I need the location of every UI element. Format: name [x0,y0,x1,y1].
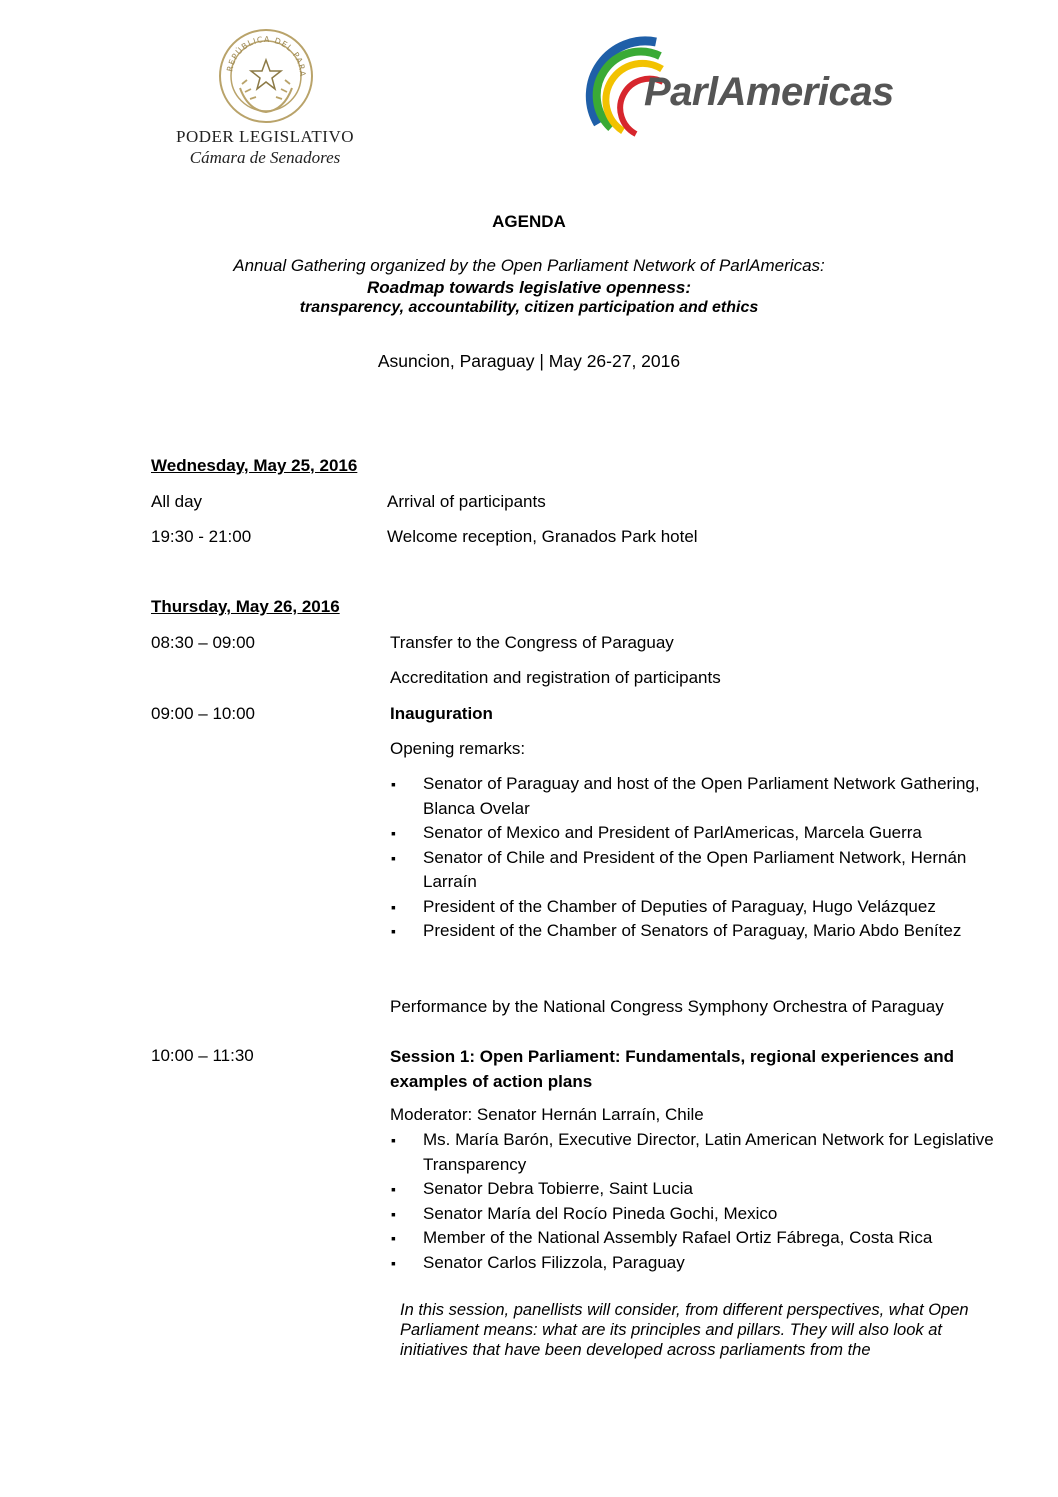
inauguration-title: Inauguration [390,704,493,723]
senate-line1: PODER LEGISLATIVO [175,127,355,146]
session1-panelists-list [390,1128,1010,1275]
thu-time-inauguration: 09:00 – 10:00 [151,704,255,723]
performance-note: Performance by the National Congress Symphony Orchestra of Paraguay [390,997,944,1016]
list-item: ▪ Senator of Mexico and President of ParlAmericas, Marcela Guerra [390,821,1010,846]
seal-ring-text: REPÚBLICA DEL PARA [225,34,308,78]
thu-activity-registration: Accreditation and registration of participants [390,668,721,687]
agenda-title: AGENDA [492,212,566,231]
session1-title: Session 1: Open Parliament: Fundamentals, regional experiences and examples of action plans [390,1047,955,1091]
senate-line2: Cámara de Senadores [189,148,341,167]
thu-time-transfer: 08:30 – 09:00 [151,633,255,652]
wed-activity-1: Arrival of participants [387,492,546,511]
list-item: ▪ Senator of Paraguay and host of the Open Parliament Network Gathering, Blanca Ovelar [390,772,1010,821]
wed-activity-2: Welcome reception, Granados Park hotel [387,527,698,546]
list-item: ▪ Senator María del Rocío Pineda Gochi, Mexico [390,1202,1010,1227]
senate-seal-logo [218,28,314,124]
thu-activity-transfer: Transfer to the Congress of Paraguay [390,633,674,652]
list-item: ▪ Senator Carlos Filizzola, Paraguay [390,1251,1010,1276]
event-theme-line1: Roadmap towards legislative openness: [366,278,692,297]
opening-remarks-label: Opening remarks: [390,739,526,758]
list-item: ▪ Member of the National Assembly Rafael Ortiz Fábrega, Costa Rica [390,1226,1010,1251]
parlamericas-logo [578,36,948,146]
wed-time-1: All day [151,492,203,511]
event-theme-line2: transparency, accountability, citizen participation and ethics [299,299,759,316]
wed-time-2: 19:30 - 21:00 [151,527,252,546]
opening-speakers-list [390,772,1010,944]
wednesday-heading: Wednesday, May 25, 2016 [151,456,358,475]
session1-description: In this session, panellists will consider, from different perspectives, what Open Parliament means: what are its principles and pillars. They will also look at initiatives that have been developed across parliaments from the [400,1301,969,1359]
list-item: ▪ President of the Chamber of Deputies of Paraguay, Hugo Velázquez [390,895,1010,920]
thu-time-session1: 10:00 – 11:30 [151,1046,254,1065]
list-item: ▪ President of the Chamber of Senators of Paraguay, Mario Abdo Benítez [390,919,1010,944]
event-subtitle: Annual Gathering organized by the Open Parliament Network of ParlAmericas: [233,256,825,275]
list-item: ▪ Senator of Chile and President of the Open Parliament Network, Hernán Larraín [390,846,1010,895]
senate-name [170,127,360,168]
event-location: Asuncion, Paraguay | May 26-27, 2016 [377,351,681,371]
parlamericas-wordmark: ParlAmericas [644,70,894,114]
session1-moderator: Moderator: Senator Hernán Larraín, Chile [390,1105,704,1124]
list-item: ▪ Ms. María Barón, Executive Director, Latin American Network for Legislative Transparency [390,1128,1010,1177]
thursday-heading: Thursday, May 26, 2016 [151,597,340,616]
list-item: ▪ Senator Debra Tobierre, Saint Lucia [390,1177,1010,1202]
